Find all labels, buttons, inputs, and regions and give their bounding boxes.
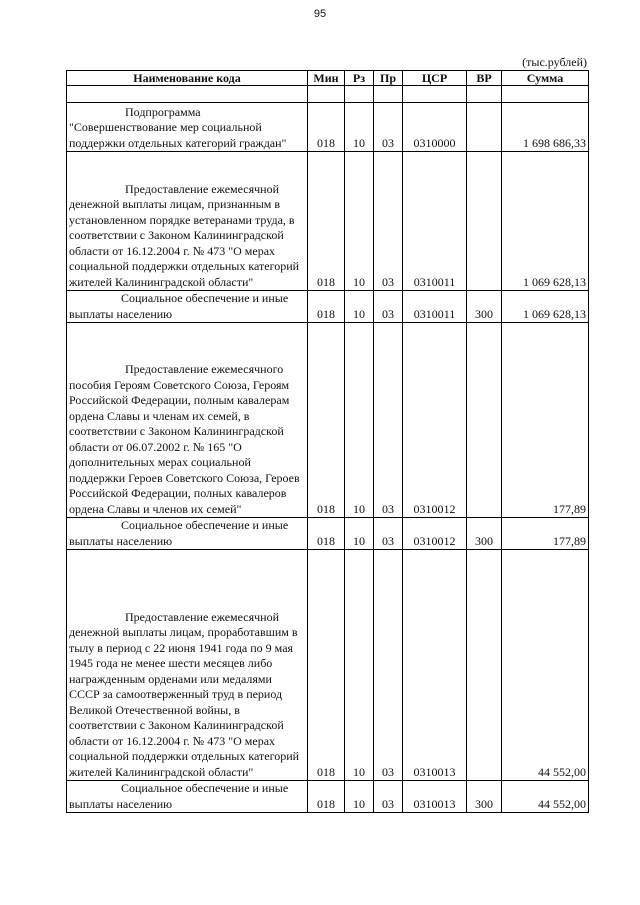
row-csr: 0310000 <box>403 103 467 152</box>
table-row <box>67 550 589 781</box>
row-pr: 03 <box>374 103 403 152</box>
row-name: Предоставление ежемесячной денежной выплаты лицам, признанным в установленном порядке ветеранами труда, в соответствии с Законом Калининградской области от 16.12.2004 г. № 473 "О мерах социальной поддержки отдельных категорий жителей Калининградской области" <box>69 181 300 289</box>
row-rz: 10 <box>345 518 374 550</box>
row-name: Социальное обеспечение и иные выплаты населению <box>69 291 289 321</box>
units-label: (тыс.рублей) <box>522 55 587 69</box>
table-row <box>67 518 589 550</box>
row-rz: 10 <box>345 781 374 813</box>
row-rz: 10 <box>345 291 374 323</box>
row-pr: 03 <box>374 781 403 813</box>
row-csr: 0310011 <box>403 152 467 291</box>
row-csr: 0310012 <box>403 323 467 518</box>
header-min: Мин <box>308 71 345 86</box>
row-sum: 44 552,00 <box>502 781 589 813</box>
row-name: Предоставление ежемесячной денежной выплаты лицам, проработавшим в тылу в период с 22 июня 1941 года по 9 мая 1945 года не менее шести месяцев либо награжденным орденами или медалями СССР за самоотверженный труд в период Великой Отечественной войны, в соответствии с Законом Калининградской области от 16.12.2004 г. № 473 "О мерах социальной поддержки отдельных категорий жителей Калининградской области" <box>69 609 300 779</box>
row-csr: 0310011 <box>403 291 467 323</box>
row-rz: 10 <box>345 152 374 291</box>
header-pr: Пр <box>374 71 403 86</box>
row-min: 018 <box>308 103 345 152</box>
row-vr <box>467 550 502 781</box>
table-row <box>67 152 589 291</box>
row-name: Социальное обеспечение и иные выплаты населению <box>69 518 289 548</box>
row-sum: 44 552,00 <box>502 550 589 781</box>
row-min: 018 <box>308 152 345 291</box>
row-min: 018 <box>308 291 345 323</box>
row-name: Подпрограмма "Совершенствование мер социальной поддержки отдельных категорий граждан" <box>69 104 287 150</box>
row-min: 018 <box>308 550 345 781</box>
table-row <box>67 781 589 813</box>
row-sum: 1 069 628,13 <box>502 152 589 291</box>
header-row <box>67 71 589 86</box>
row-vr <box>467 103 502 152</box>
row-min: 018 <box>308 781 345 813</box>
row-name: Предоставление ежемесячного пособия Героям Советского Союза, Героям Российской Федерации, полным кавалерам ордена Славы и членам их семей, в соответствии с Законом Калининградской области от 06.07.2002 г. № 165 "О дополнительных мерах социальной поддержки Героев Советского Союза, Героев Российской Федерации, полных кавалеров ордена Славы и членов их семей" <box>69 362 300 516</box>
row-csr: 0310013 <box>403 781 467 813</box>
row-vr <box>467 152 502 291</box>
row-vr: 300 <box>467 518 502 550</box>
row-vr: 300 <box>467 291 502 323</box>
row-pr: 03 <box>374 518 403 550</box>
row-vr <box>467 323 502 518</box>
row-vr: 300 <box>467 781 502 813</box>
row-pr: 03 <box>374 291 403 323</box>
row-name: Социальное обеспечение и иные выплаты населению <box>69 781 289 811</box>
row-min: 018 <box>308 518 345 550</box>
header-sum: Сумма <box>502 71 589 86</box>
page-number: 95 <box>313 8 327 20</box>
header-rz: Рз <box>345 71 374 86</box>
row-sum: 177,89 <box>502 518 589 550</box>
header-name: Наименование кода <box>67 71 308 86</box>
row-rz: 10 <box>345 550 374 781</box>
row-rz: 10 <box>345 323 374 518</box>
table-row <box>67 103 589 152</box>
table-row <box>67 323 589 518</box>
row-csr: 0310013 <box>403 550 467 781</box>
row-sum: 1 069 628,13 <box>502 291 589 323</box>
row-csr: 0310012 <box>403 518 467 550</box>
row-pr: 03 <box>374 323 403 518</box>
spacer-row <box>67 86 589 103</box>
header-csr: ЦСР <box>403 71 467 86</box>
header-vr: ВР <box>467 71 502 86</box>
row-pr: 03 <box>374 550 403 781</box>
row-rz: 10 <box>345 103 374 152</box>
row-min: 018 <box>308 323 345 518</box>
budget-table <box>66 70 589 813</box>
row-sum: 177,89 <box>502 323 589 518</box>
row-sum: 1 698 686,33 <box>502 103 589 152</box>
row-pr: 03 <box>374 152 403 291</box>
table-row <box>67 291 589 323</box>
